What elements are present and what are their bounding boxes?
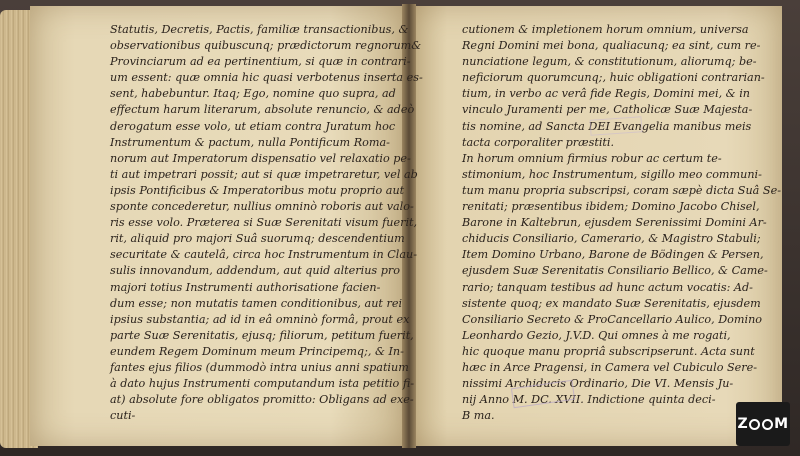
text-line: cuti- [110,409,136,423]
zoom-logo: Z M [736,402,790,446]
text-line: hæc in Arce Pragensi, in Camera vel Cubiculo Sere- [462,360,758,374]
text-line: chiducis Consiliario, Camerario, & Magistro Stabuli; [462,232,761,246]
text-line: Leonhardo Gezio, J.V.D. Qui omnes à me rogati, [462,328,731,342]
text-line: nij Anno M. DC. XVII. Indictione quinta deci- [462,393,716,407]
text-line: ipsis Pontificibus & Imperatoribus motu proprio aut [110,183,405,197]
text-line: effectum harum literarum, absolute renuncio, & adeò [110,103,415,117]
text-line: neficiorum quorumcunq;, huic obligationi contrarian- [462,71,765,85]
text-line: nissimi Archiducis Ordinario, Die VI. Mensis Ju- [462,377,734,391]
text-line: parte Suæ Serenitatis, ejusq; filiorum, petitum fuerit, [110,328,414,342]
text-line: stimonium, hoc Instrumentum, sigillo meo communi- [462,167,762,181]
text-line: hic quoque manu propriâ subscripserunt. Acta sunt [462,344,755,358]
text-line: ejusdem Suæ Serenitatis Consiliario Bellico, & Came- [462,264,768,278]
text-line: à dato hujus Instrumenti computandum ista petitio fi- [110,377,415,391]
text-line: Statutis, Decretis, Pactis, familiæ transactionibus, & [110,23,409,36]
text-line: dum esse; non mutatis tamen conditionibus, aut rei [110,296,403,310]
text-line: sponte concederetur, nullius omninò roboris aut valo- [110,200,414,214]
text-line: vinculo Juramenti per me, Catholicæ Suæ Majesta- [462,103,753,117]
text-line: rit, aliquid pro majori Suâ suorumq; descendentium [110,232,405,246]
text-line: at) absolute fore obligatos promitto: Obligans ad exe- [110,393,414,407]
text-line: ris esse volo. Præterea si Suæ Serenitati visum fuerit, [110,216,418,230]
text-line: ipsius substantia; ad id in eâ omninò formâ, prout ex [110,312,410,326]
text-line: norum aut Imperatorum dispensatio vel relaxatio pe- [110,151,411,165]
text-line: fantes ejus filios (dummodò intra unius anni spatium [110,360,409,374]
text-line: observationibus quibuscunq; prædictorum regnorum& [110,39,422,53]
text-line: Regni Domini mei bona, qualiacunq; ea sint, cum re- [462,39,761,53]
text-line: tis nomine, ad Sancta DEI Evangelia manibus meis [462,119,752,133]
text-line: securitate & cautelâ, circa hoc Instrumentum in Clau- [110,248,418,262]
text-line: derogatum esse volo, ut etiam contra Juratum hoc [110,119,396,133]
text-line: sistente quoq; ex mandato Suæ Serenitatis, ejusdem [462,296,761,310]
text-line: B ma. [462,409,495,423]
text-line: sent, habebuntur. Itaq; Ego, nomine quo supra, ad [110,87,396,101]
text-line: Barone in Kaltebrun, ejusdem Serenissimi Domini Ar- [462,216,767,230]
text-line: majori totius Instrumenti authorisatione facien- [110,280,381,294]
text-line: tacta corporaliter præstiti. [462,135,615,149]
text-line: rario; tanquam testibus ad hunc actum vocatis: Ad- [462,280,753,294]
left-page-text [110,22,423,424]
text-line: Provinciarum ad ea pertinentium, si quæ in contrari- [110,55,411,69]
text-line: Item Domino Urbano, Barone de Bödingen & Persen, [462,248,764,262]
right-page-text [462,22,781,424]
text-line: Consiliario Secreto & ProCancellario Aulico, Domino [462,312,763,326]
text-line: cutionem & impletionem horum omnium, universa [462,23,749,36]
text-line: Instrumentum & pactum, nulla Pontificum Roma- [110,135,390,149]
text-line: ti aut impetrari possit; aut si quæ impetraretur, vel ab [110,167,418,181]
text-line: nunciatione legum, & constitutionum, aliorumq; be- [462,55,757,69]
text-line: renitati; præsentibus ibidem; Domino Jacobo Chisel, [462,200,760,214]
text-line: sulis innovandum, addendum, aut quid alterius pro [110,264,400,278]
text-line: tium, in verbo ac verâ fide Regis, Domini mei, & in [462,87,750,101]
text-line: um essent: quæ omnia hic quasi verbotenus inserta es- [110,71,423,85]
text-line: tum manu propria subscripsi, coram sæpè dicta Suâ Se- [462,183,781,197]
text-line: eundem Regem Dominum meum Principemq;, & In- [110,344,404,358]
text-line: In horum omnium firmius robur ac certum te- [462,151,722,165]
